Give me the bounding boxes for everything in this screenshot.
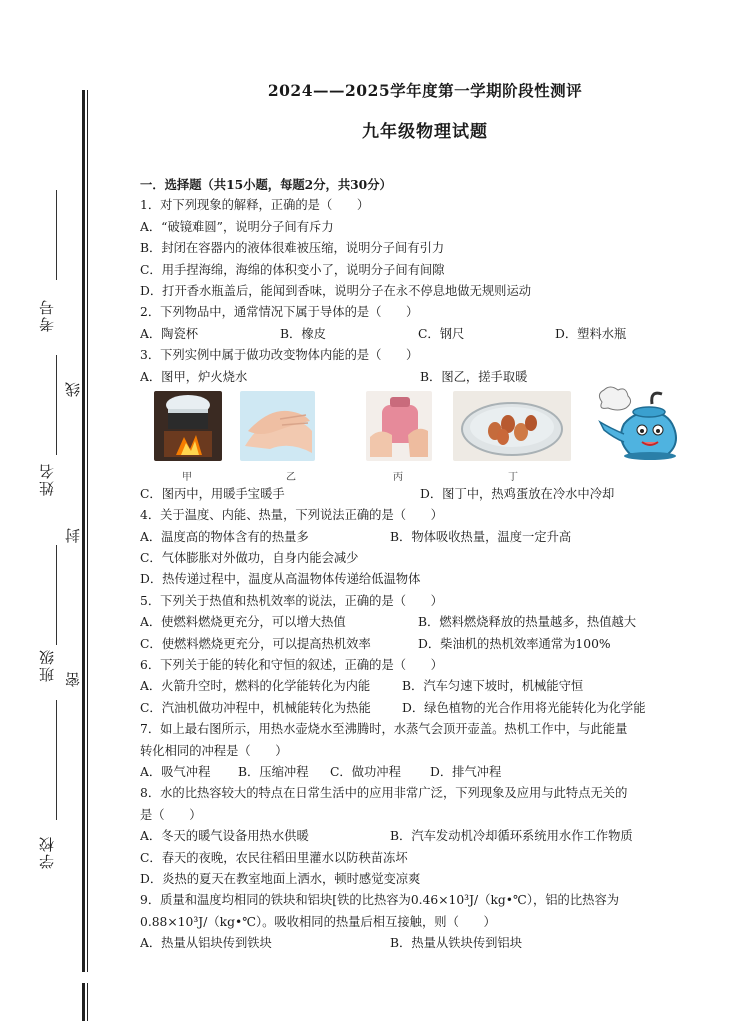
eggs-in-water-image — [453, 391, 571, 461]
q9-option-a: A．热量从铝块传到铁块 — [140, 936, 272, 951]
stove-boiling-water-image — [154, 391, 222, 461]
q4-option-d: D．热传递过程中，温度从高温物体传递给低温物体 — [140, 572, 421, 587]
q3-option-c: C．图丙中，用暖手宝暖手 — [140, 486, 285, 501]
figure-caption-ding: 丁 — [508, 471, 518, 483]
q4-stem: 4．关于温度、内能、热量，下列说法正确的是（ ） — [140, 508, 443, 523]
q7-stem-line1: 7．如上最右图所示，用热水壶烧水至沸腾时，水蒸气会顶开壶盖。热机工作中，与此能量 — [140, 722, 628, 737]
q1-option-b: B．封闭在容器内的液体很难被压缩，说明分子间有引力 — [140, 241, 445, 256]
seal-xian: 线 — [64, 382, 82, 397]
q9-option-b: B．热量从铁块传到铝块 — [390, 936, 523, 951]
q6-stem: 6．下列关于能的转化和守恒的叙述，正确的是（ ） — [140, 658, 443, 673]
binding-line-bottom-thin — [87, 983, 88, 1021]
q8-stem-line1: 8．水的比热容较大的特点在日常生活中的应用非常广泛，下列现象及应用与此特点无关的 — [140, 786, 628, 801]
q6-options-ab — [140, 676, 700, 697]
seal-feng: 封 — [64, 528, 82, 543]
fill-line-class — [56, 545, 57, 645]
seal-mi: 密 — [64, 672, 82, 687]
q4-option-c: C．气体膨胀对外做功，自身内能会减少 — [140, 551, 359, 566]
fill-line-school — [56, 700, 57, 820]
q9-stem-line1: 9．质量和温度均相同的铁块和铝块[铁的比热容为0.46×10³J/（kg•℃），铝的比热容为 — [140, 893, 620, 908]
q3-option-b: B．图乙，搓手取暖 — [420, 369, 528, 384]
q8-option-c: C．春天的夜晚，农民往稻田里灌水以防秧苗冻坏 — [140, 850, 408, 865]
q2-option-a: A．陶瓷杯 — [140, 326, 199, 341]
q7-option-c: C．做功冲程 — [330, 764, 401, 779]
binding-margin — [0, 0, 130, 1021]
q1-option-d: D．打开香水瓶盖后，能闻到香味，说明分子在永不停息地做无规则运动 — [140, 283, 532, 298]
q4-option-b: B．物体吸收热量，温度一定升高 — [390, 529, 572, 544]
q1-option-a: A．“破镜难圆”，说明分子间有斥力 — [140, 219, 334, 234]
q9-stem-line2: 0.88×10³J/（kg•℃）。吸收相同的热量后相互接触，则（ ） — [140, 914, 496, 929]
q7-option-a: A．吸气冲程 — [140, 764, 211, 779]
q5-option-b: B．燃料燃烧释放的热量越多，热值越大 — [418, 615, 637, 630]
fill-line-exam-number — [56, 190, 57, 280]
figure-caption-jia: 甲 — [182, 471, 192, 483]
label-exam-number: 考号 — [38, 298, 56, 332]
q3-options-cd — [140, 484, 700, 505]
q5-options-ab — [140, 612, 700, 633]
q8-stem-line2: 是（ ） — [140, 807, 202, 822]
q5-option-a: A．使燃料燃烧更充分，可以增大热值 — [140, 615, 346, 630]
q5-option-d: D．柴油机的热机效率通常为100% — [418, 636, 611, 651]
q2-stem: 2．下列物品中，通常情况下属于导体的是（ ） — [140, 305, 419, 320]
q5-stem: 5．下列关于热值和热机效率的说法，正确的是（ ） — [140, 593, 443, 608]
hand-warmer-image — [366, 391, 432, 461]
label-school: 学校 — [38, 835, 56, 869]
binding-line-thin — [87, 90, 88, 972]
q1-stem: 1．对下列现象的解释，正确的是（ ） — [140, 198, 370, 213]
question-content — [140, 174, 700, 955]
q5-options-cd — [140, 634, 700, 655]
q3-stem: 3．下列实例中属于做功改变物体内能的是（ ） — [140, 348, 419, 363]
q8-option-a: A．冬天的暖气设备用热水供暖 — [140, 829, 309, 844]
q5-option-c: C．使燃料燃烧更充分，可以提高热机效率 — [140, 636, 371, 651]
q3-option-d: D．图丁中，热鸡蛋放在冷水中冷却 — [420, 486, 615, 501]
binding-line-bottom — [82, 983, 85, 1021]
q4-options-ab — [140, 527, 700, 548]
q7-option-d: D．排气冲程 — [430, 764, 502, 779]
figure-caption-bing: 丙 — [393, 471, 403, 483]
exam-subtitle: 九年级物理试题 — [362, 122, 488, 142]
q8-options-ab — [140, 826, 700, 847]
q7-stem-line2: 转化相同的冲程是（ ） — [140, 743, 288, 758]
q2-option-c: C．钢尺 — [418, 326, 465, 341]
section-heading: 一．选择题（共15小题，每题2分，共30分） — [140, 177, 392, 192]
q6-options-cd — [140, 698, 700, 719]
exam-title: 2024——2025学年度第一学期阶段性测评 — [267, 81, 583, 100]
figure-caption-yi: 乙 — [286, 471, 296, 483]
rubbing-hands-image — [240, 391, 315, 461]
q2-option-b: B．橡皮 — [280, 326, 326, 341]
q6-option-d: D．绿色植物的光合作用将光能转化为化学能 — [402, 700, 646, 715]
label-class: 班级 — [38, 648, 56, 682]
q3-option-a: A．图甲，炉火烧水 — [140, 369, 248, 384]
q2-options — [140, 324, 700, 345]
label-name: 姓名 — [38, 462, 56, 496]
q3-figures — [140, 388, 700, 484]
kettle-cartoon-image — [588, 384, 688, 470]
q7-option-b: B．压缩冲程 — [238, 764, 309, 779]
q6-option-c: C．汽油机做功冲程中，机械能转化为热能 — [140, 700, 371, 715]
q8-option-b: B．汽车发动机冷却循环系统用水作工作物质 — [390, 829, 633, 844]
q9-options-ab — [140, 933, 700, 954]
q4-option-a: A．温度高的物体含有的热量多 — [140, 529, 309, 544]
q7-options — [140, 762, 700, 783]
q6-option-b: B．汽车匀速下坡时，机械能守恒 — [402, 679, 584, 694]
fill-line-name — [56, 355, 57, 455]
q8-option-d: D．炎热的夏天在教室地面上洒水，顿时感觉变凉爽 — [140, 871, 421, 886]
q6-option-a: A．火箭升空时，燃料的化学能转化为内能 — [140, 679, 371, 694]
q1-option-c: C．用手捏海绵，海绵的体积变小了，说明分子间有间隙 — [140, 262, 445, 277]
q2-option-d: D．塑料水瓶 — [555, 326, 627, 341]
